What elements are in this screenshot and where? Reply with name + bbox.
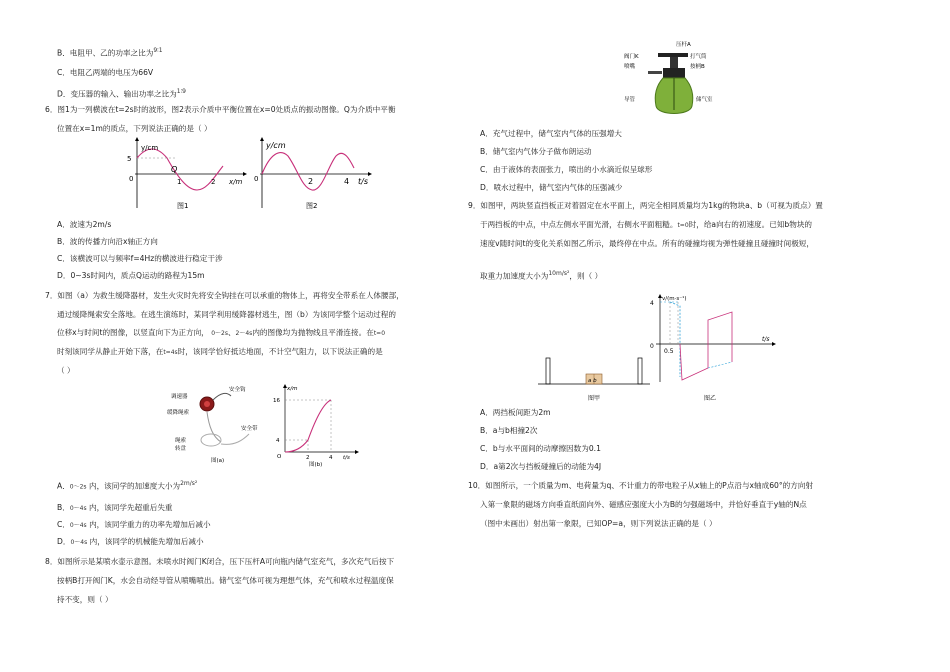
fig-b-xlabel: t/s <box>343 455 350 461</box>
q8-option-c: C．由于液体的表面张力，喷出的小水滴近似呈球形 <box>480 165 653 174</box>
q5-option-c: C．电阻乙两端的电压为66V <box>57 68 154 77</box>
fig-a-label-2: 缓降绳索 <box>167 410 190 416</box>
q7-line1: 7．如图（a）为救生缓降器材，发生火灾时先将安全钩挂在可以承重的物体上，再将安全带系在人体腰部， <box>45 291 404 300</box>
fig-a-label-5: 转盘 <box>175 446 187 452</box>
spray-label-2: 打气筒 <box>690 54 707 60</box>
fig1-q: Q <box>171 165 178 174</box>
spray-label-6: 储气室 <box>696 97 713 103</box>
fig-yi-y4: 4 <box>650 300 654 307</box>
q10-line3: （图中未画出）射出第一象限，已知OP=a，则下列说法正确的是（ ） <box>480 519 717 528</box>
spray-label-5: 导管 <box>624 97 636 103</box>
q7-line2: 通过缓降绳索安全落地。在逃生演练时，某同学利用缓降器材逃生，图（b）为该同学整个运动过程的 <box>57 310 396 319</box>
fig1-origin: 0 <box>129 175 134 183</box>
q6-stem-line2: 位置在x=1m的质点，下列说法正确的是（ ） <box>57 124 212 133</box>
q9-line4: 取重力加速度大小为$^{10m/s^2}$，则（ ） <box>480 270 603 281</box>
q9-option-a: A．两挡板间距为2m <box>480 408 551 417</box>
fig-yi-caption: 图乙 <box>704 395 717 402</box>
q6-option-d: D．0~3s时间内，质点Q运动的路程为15m <box>57 271 205 280</box>
q6-stem-line1: 6．图1为一列横波在t=2s时的波形，图2表示介质中平衡位置在x=0处质点的振动图像。Q为介质中平衡 <box>45 105 396 114</box>
q8-line1: 8．如图所示是某喷水壶示意图。未喷水时阀门K闭合，压下压杆A可向瓶内储气室充气，多次充气后按下 <box>45 557 395 566</box>
q6-option-b: B．波的传播方向沿x轴正方向 <box>57 237 158 246</box>
fig2-tick2: 4 <box>344 177 350 186</box>
q7-figure-a <box>165 382 285 467</box>
q9-option-b: B．a与b相撞2次 <box>480 426 538 435</box>
fig2-origin: 0 <box>254 175 259 183</box>
fig-yi-xlabel: t/s <box>762 336 770 343</box>
fig-b-t1: 2 <box>306 455 310 461</box>
fig-b-t2: 4 <box>329 455 333 461</box>
fig-yi-ylabel: v/(m·s⁻¹) <box>662 296 687 302</box>
fig1-tick2: 2 <box>211 178 216 186</box>
q8-option-b: B．储气室内气体分子做布朗运动 <box>480 147 592 156</box>
fig-b-ylabel: x/m <box>287 386 298 392</box>
fig-a-label-1: 安全钩 <box>229 387 246 393</box>
q6-option-a: A．波速为2m/s <box>57 220 112 229</box>
q9-line2: 于两挡板的中点，中点左侧水平面光滑，右侧水平面粗糙。t=0时，给a向右的初速度。已知b物块的 <box>480 220 813 229</box>
fig-yi-origin: 0 <box>650 343 654 350</box>
fig-a-label-3: 安全带 <box>241 426 258 432</box>
fig-jia-block: a b <box>588 378 597 384</box>
fig-jia-caption: 图甲 <box>588 395 601 402</box>
q10-line1: 10．如图所示，一个质量为m、电荷量为q、不计重力的带电粒子从x轴上的P点沿与x轴成60°的方向射 <box>468 481 814 490</box>
fig2-ylabel: y/cm <box>266 141 286 150</box>
q8-line3: 持不变，则（ ） <box>57 595 113 604</box>
q6-option-c: C．该横波可以与频率f=4Hz的横波进行稳定干涉 <box>57 254 223 263</box>
fig2-tick1: 2 <box>308 177 314 186</box>
q5-option-b: B．电阻甲、乙的功率之比为$^{9∶1}$ <box>57 47 163 58</box>
q7-option-c: C．0～4s 内，该同学重力的功率先增加后减小 <box>57 520 211 529</box>
q8-option-d: D．喷水过程中，储气室内气体的压强减少 <box>480 183 623 192</box>
fig1-caption: 图1 <box>177 202 189 210</box>
q9-figure-yi <box>648 292 778 407</box>
q7-line3: 位移x与时间t的图像，以竖直向下为正方向， 0～2s、2～4s内的图像均为抛物线且平滑连接。在t=0 <box>57 328 386 337</box>
q8-figure-spray-bottle <box>618 38 738 118</box>
spray-label-0: 压杆A <box>676 42 691 48</box>
q7-option-d: D．0～4s 内，该同学的机械能先增加后减小 <box>57 537 204 546</box>
q9-figure-jia <box>538 350 658 405</box>
q10-line2: 入第一象限的磁场方向垂直纸面向外、磁感应强度大小为B的匀强磁场中，并恰好垂直于y轴的N点 <box>480 500 807 509</box>
q9-option-c: C．b与水平面间的动摩擦因数为0.1 <box>480 444 601 453</box>
q9-option-d: D．a第2次与挡板碰撞后的动能为4J <box>480 462 602 471</box>
fig-b-y1: 16 <box>273 398 280 404</box>
fig-yi-t05: 0.5 <box>664 348 674 355</box>
q9-line3: 速度v随时间t的变化关系如图乙所示，最终停在中点。所有的碰撞均视为弹性碰撞且碰撞时间极短， <box>480 239 814 248</box>
q7-line5: （ ） <box>57 366 75 375</box>
q5-option-d: D．变压器的输入、输出功率之比为$^{1∶9}$ <box>57 88 186 99</box>
q7-option-b: B．0～4s 内，该同学先超重后失重 <box>57 503 173 512</box>
q8-line2: 按柄B打开阀门K，水会自动经导管从喷嘴喷出。储气室气体可视为理想气体，充气和喷水过程温度保 <box>57 576 394 585</box>
q7-option-a: A．0～2s 内，该同学的加速度大小为$^{2m/s^2}$ <box>57 480 198 491</box>
fig-b-origin: O <box>277 454 282 460</box>
spray-label-4: 按柄B <box>690 64 705 70</box>
fig-b-y2: 4 <box>276 438 280 444</box>
q7-line4: 时刻该同学从静止开始下落，在t=4s时，该同学恰好抵达地面，不计空气阻力，以下说法正确的是 <box>57 347 383 356</box>
fig-b-caption: 图(b) <box>309 462 323 468</box>
fig1-xlabel: x/m <box>229 178 243 186</box>
q8-option-a: A．充气过程中，储气室内气体的压强增大 <box>480 129 622 138</box>
fig-a-caption: 图(a) <box>211 458 225 464</box>
q9-line1: 9．如图甲，两块竖直挡板正对着固定在水平面上，两完全相同质量均为1kg的物块a、b（可视为质点）置 <box>468 201 823 210</box>
fig1-ylabel: y/cm <box>141 144 159 152</box>
fig-a-label-0: 调速器 <box>171 394 188 400</box>
fig-a-label-4: 绳索 <box>175 438 187 444</box>
spray-label-1: 阀门K <box>624 54 639 60</box>
q7-figure-b <box>273 382 363 467</box>
fig2-caption: 图2 <box>306 202 318 210</box>
fig1-yval: 5 <box>127 155 132 163</box>
fig2-xlabel: t/s <box>358 177 368 186</box>
spray-label-3: 喷嘴 <box>624 64 636 70</box>
fig1-tick1: 1 <box>177 178 182 186</box>
q6-figure-2 <box>250 136 410 216</box>
